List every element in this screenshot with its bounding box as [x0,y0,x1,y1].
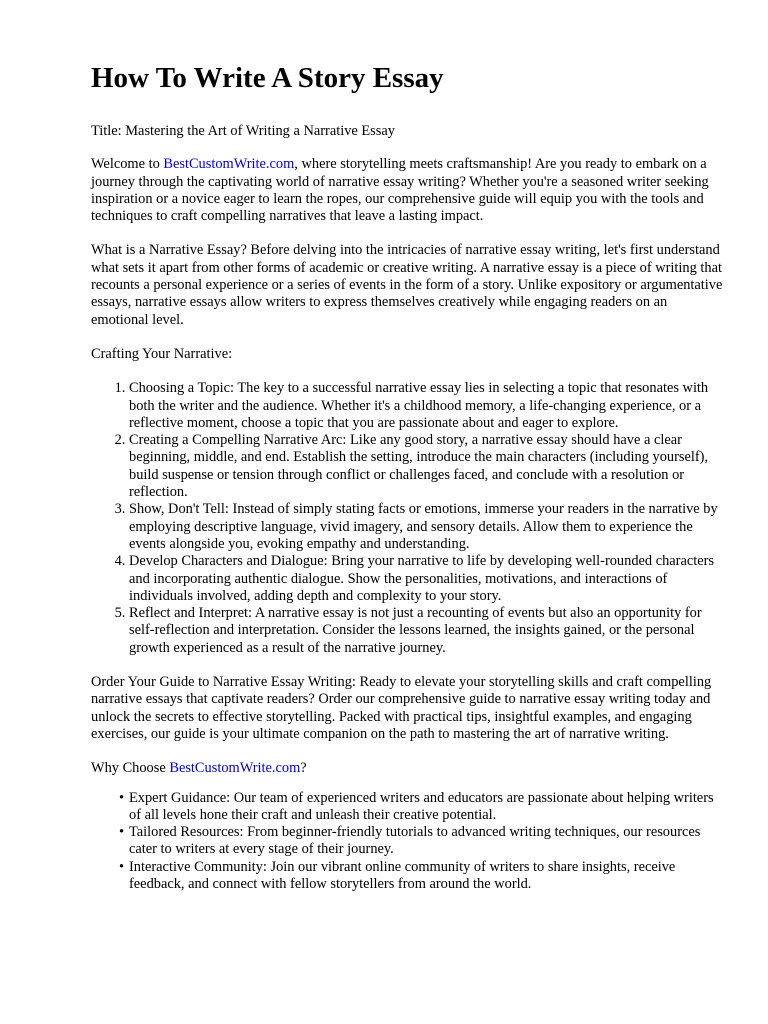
essay-title-line: Title: Mastering the Art of Writing a Narrative Essay [91,123,395,139]
crafting-heading: Crafting Your Narrative: [91,345,233,362]
reason-text: Tailored Resources: From beginner-friendly tutorials to advanced writing techniques, our resources cater to writers at every stage of their journey. [129,824,701,858]
bullet-icon: • [119,789,125,806]
why-suffix: ? [300,760,307,777]
site-link-intro[interactable]: BestCustomWrite.com [163,156,295,173]
intro-suffix: , where storytelling meets craftsmanship! Are you ready to embark on a journey through the captivating world of narrative essay writing? Whether you're a seasoned writer seeking inspiration or a novice eager to learn the ropes, our comprehensive guide will equip you with the tools and techniques to craft compelling narratives that leave a lasting impact. [91,156,709,225]
reason-text: Interactive Community: Join our vibrant online community of writers to share insights, receive feedback, and connect with fellow storytellers from around the world. [129,858,676,892]
list-item [91,790,728,825]
list-item [91,859,728,894]
list-item: 4. Develop Characters and Dialogue: Bring your narrative to life by developing well-rounded characters and incorporating authentic dialogue. Show the personalities, motivations, and interactions of individuals involved, adding depth and complexity to your story. [129,553,728,605]
reason-text: Expert Guidance: Our team of experienced writers and educators are passionate about helping writers of all levels hone their craft and unleash their creative potential. [129,789,714,823]
reasons-list [91,790,728,894]
list-item [91,824,728,859]
steps-list [91,380,728,657]
intro-paragraph [91,156,728,225]
bullet-icon: • [119,824,125,841]
list-item: 3. Show, Don't Tell: Instead of simply stating facts or emotions, immerse your readers in the narrative by employing descriptive language, vivid imagery, and sensory details. Allow them to experience the events alongside you, evoking empathy and understanding. [129,501,728,553]
why-prefix: Why Choose [91,760,170,777]
page-title: How To Write A Story Essay [91,62,444,94]
order-guide-paragraph: Order Your Guide to Narrative Essay Writing: Ready to elevate your storytelling skills and craft compelling narrative essays that captivate readers? Order our comprehensive guide to narrative essay writing today and unlock the secrets to effective storytelling. Packed with practical tips, insightful examples, and engaging exercises, our guide is your ultimate companion on the path to mastering the art of narrative writing. [91,674,712,742]
site-link-why[interactable]: BestCustomWrite.com [169,760,301,777]
why-choose-line [91,760,728,777]
what-is-paragraph: What is a Narrative Essay? Before delving into the intricacies of narrative essay writing, let's first understand what sets it apart from other forms of academic or creative writing. A narrative essay is a piece of writing that recounts a personal experience or a series of events in the form of a story. Unlike expository or argumentative essays, narrative essays allow writers to express themselves creatively while engaging readers on an emotional level. [91,242,723,328]
intro-prefix: Welcome to [91,156,164,173]
list-item: 1. Choosing a Topic: The key to a successful narrative essay lies in selecting a topic that resonates with both the writer and the audience. Whether it's a childhood memory, a life-changing experience, or a reflective moment, choose a topic that you are passionate about and eager to explore. [129,380,728,432]
list-item: 5. Reflect and Interpret: A narrative essay is not just a recounting of events but also an opportunity for self-reflection and interpretation. Consider the lessons learned, the insights gained, or the personal growth experienced as a result of the narrative journey. [129,605,728,657]
bullet-icon: • [119,858,125,875]
list-item: 2. Creating a Compelling Narrative Arc: Like any good story, a narrative essay should have a clear beginning, middle, and end. Establish the setting, introduce the main characters (including yourself), build suspense or tension through conflict or challenges faced, and conclude with a resolution or reflection. [129,432,728,501]
